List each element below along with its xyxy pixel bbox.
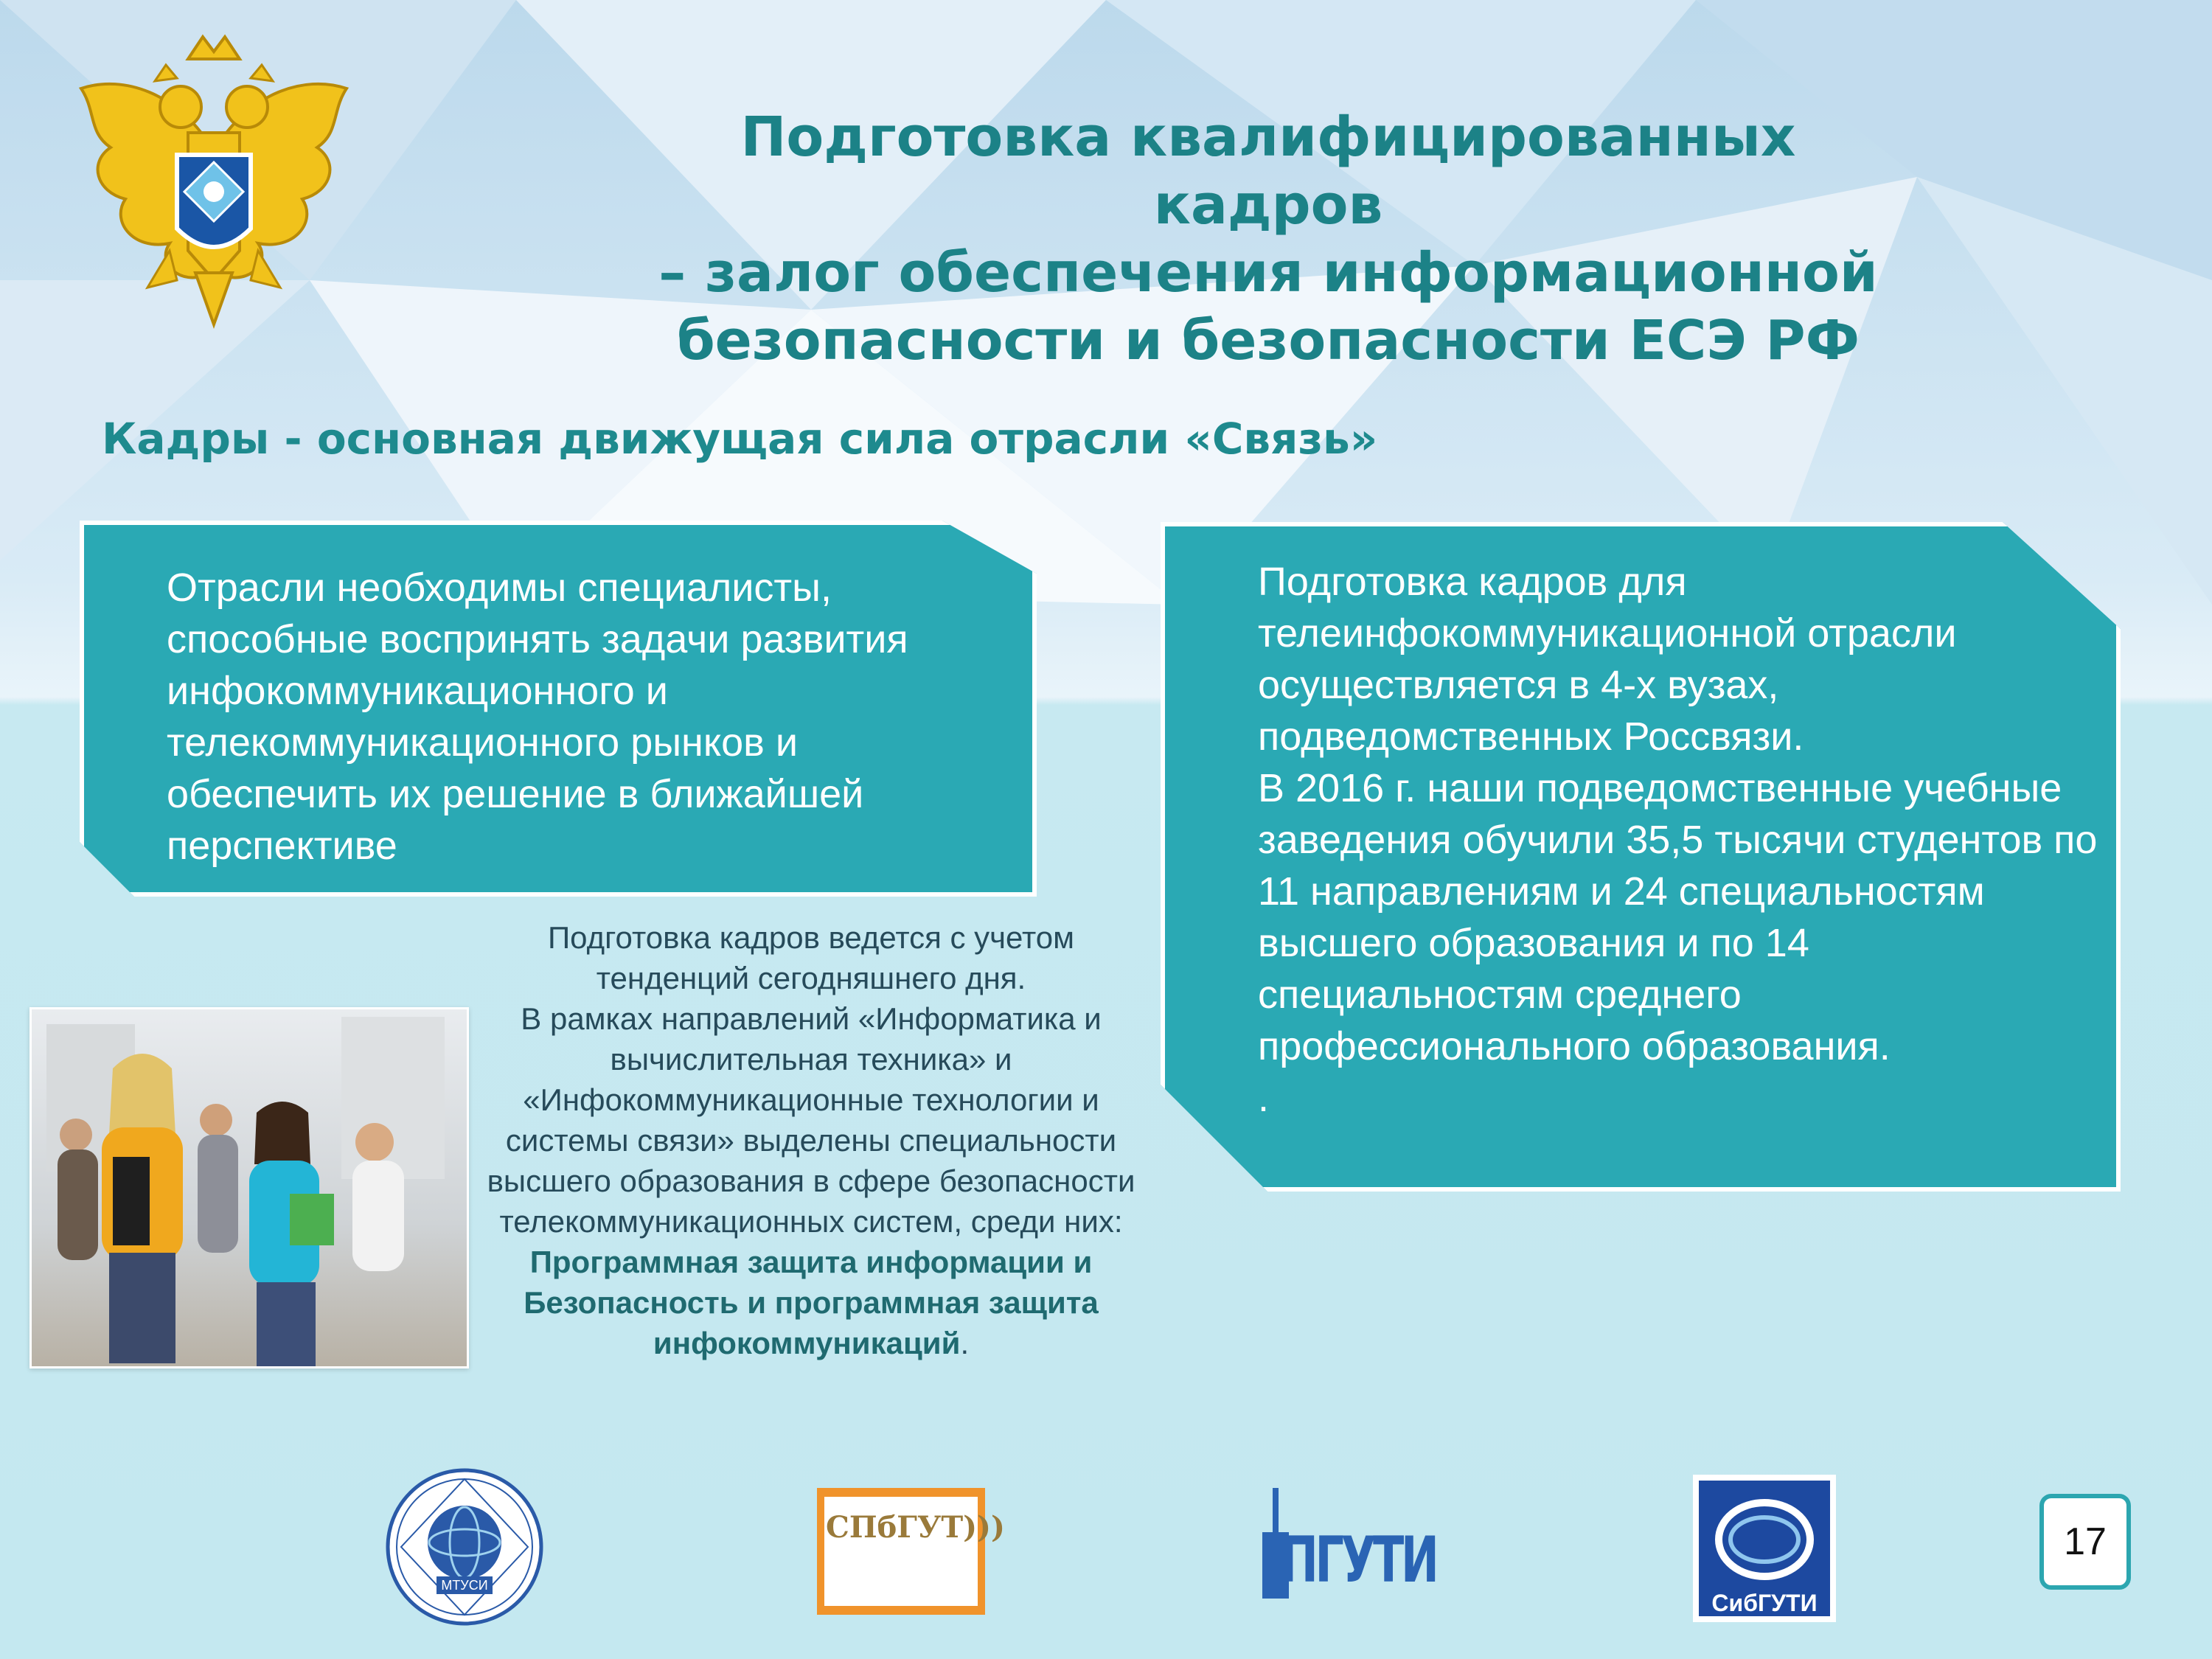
title-line-2: – залог обеспечения информационной bbox=[658, 241, 1878, 305]
middle-description bbox=[487, 917, 1135, 1363]
right-card-trailing-dot: . bbox=[1258, 1076, 1270, 1120]
sibguti-logo bbox=[1693, 1475, 1836, 1622]
middle-text-bold-2: Безопасность и программная защита инфокоммуникаций bbox=[524, 1285, 1099, 1360]
spbgut-logo bbox=[817, 1488, 1005, 1615]
middle-text-line-1: Подготовка кадров ведется с учетом тенденций сегодняшнего дня. bbox=[547, 920, 1075, 995]
middle-text-end: . bbox=[960, 1326, 970, 1360]
title-line-3: безопасности и безопасности ЕСЭ РФ bbox=[676, 309, 1860, 372]
eagle-emblem-icon bbox=[59, 29, 369, 354]
right-card-paragraph-2: В 2016 г. наши подведомственные учебные заведения обучили 35,5 тысячи студентов по 11 направлениям и 24 специальностям высшего образования и по 14 специальностям среднего профессионального образования. bbox=[1258, 766, 2098, 1068]
left-card-text: Отрасли необходимы специалисты, способные воспринять задачи развития инфокоммуникационного и телекоммуникационного рынков и обеспечить их решение в ближайшей перспективе bbox=[167, 566, 908, 868]
sibguti-logo-text: СибГУТИ bbox=[1711, 1590, 1818, 1616]
middle-text-bold-1: Программная защита информации и bbox=[529, 1245, 1093, 1279]
students-photo bbox=[29, 1007, 469, 1368]
title-line-1: Подготовка квалифицированных кадров bbox=[740, 105, 1796, 237]
middle-text-line-2: В рамках направлений «Информатика и вычислительная техника» и «Инфокоммуникационные технологии и системы связи» выделены специальности высшего образования в сфере безопасности телекоммуникационных систем, среди них: bbox=[487, 1001, 1135, 1239]
mtusi-logo-text: МТУСИ bbox=[441, 1578, 488, 1593]
mtusi-logo bbox=[383, 1466, 546, 1628]
pguti-logo-text: ПГУТИ bbox=[1280, 1523, 1436, 1597]
page-number-box bbox=[2039, 1494, 2131, 1590]
spbgut-logo-text: СПбГУТ))) bbox=[826, 1510, 1005, 1545]
pguti-logo bbox=[1253, 1488, 1436, 1606]
page-title bbox=[619, 103, 1917, 375]
page-number: 17 bbox=[2064, 1520, 2107, 1563]
section-subtitle: Кадры - основная движущая сила отрасли «Связь» bbox=[102, 414, 1378, 464]
right-card-paragraph-1: Подготовка кадров для телеинфокоммуникационной отрасли осуществляется в 4-х вузах, подведомственных Россвязи. bbox=[1258, 560, 1957, 759]
right-card-text bbox=[1258, 556, 2098, 1124]
